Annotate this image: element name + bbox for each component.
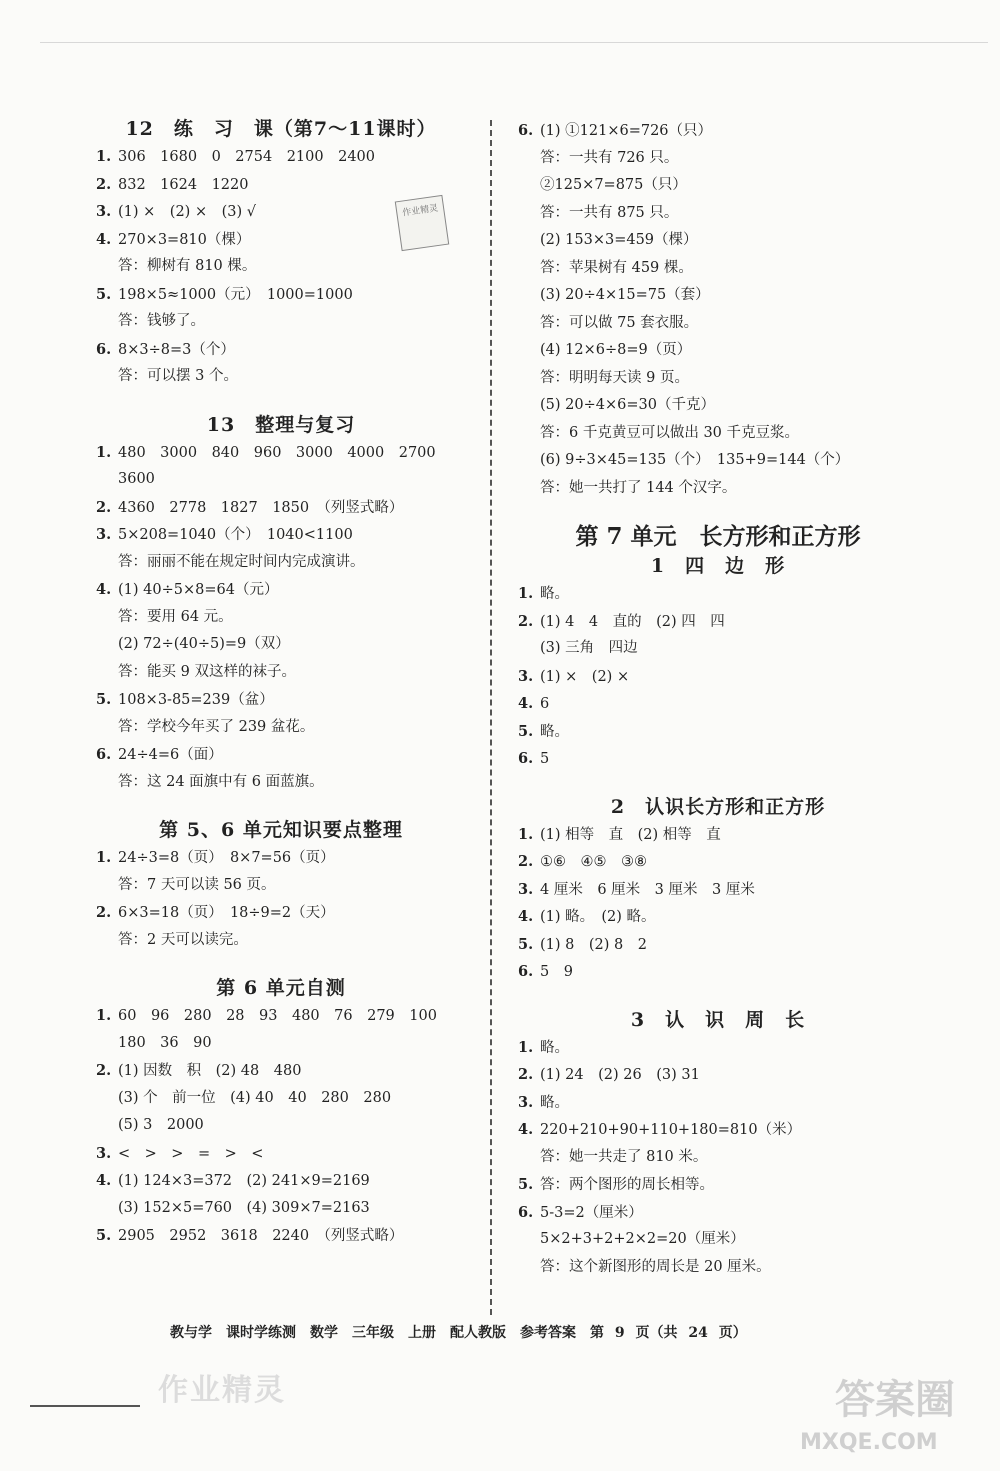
bottom-rule xyxy=(30,1405,140,1407)
answer-text: 24÷4=6（面） xyxy=(118,747,223,763)
answer-text: (1) 8 (2) 8 2 xyxy=(540,936,647,953)
question-number: 5. xyxy=(96,1227,112,1244)
answer-line xyxy=(96,844,466,872)
answer-line: 答：要用 64 元。 xyxy=(118,608,233,625)
question-number: 2. xyxy=(96,1062,112,1079)
answer-line xyxy=(518,580,918,608)
watermark-url: MXQE.COM xyxy=(800,1430,938,1455)
section-title: 2 认识长方形和正方形 xyxy=(610,795,826,818)
question-number: 6. xyxy=(96,340,112,358)
spacer xyxy=(96,954,466,974)
question-number: 1. xyxy=(96,443,112,461)
question-number: 1. xyxy=(518,1038,534,1056)
answer-line: (4) 12×6÷8=9（页） xyxy=(540,342,692,358)
answer-line: (6) 9÷3×45=135（个） 135+9=144（个） xyxy=(540,452,850,468)
answer-line xyxy=(96,1167,466,1195)
answer-line: (2) 153×3=459（棵） xyxy=(540,232,698,248)
answer-text: 4 厘米 6 厘米 3 厘米 3 厘米 xyxy=(540,881,755,898)
answer-line xyxy=(518,958,918,986)
answer-line xyxy=(518,1199,918,1227)
answer-line: 答：能买 9 双这样的袜子。 xyxy=(118,663,296,680)
answer-line xyxy=(96,494,466,522)
question-number: 3. xyxy=(518,880,534,898)
spacer xyxy=(518,986,918,1006)
answer-text: 6×3=18（页） 18÷9=2（天） xyxy=(118,905,335,921)
answer-text: 答：两个图形的周长相等。 xyxy=(540,1177,714,1193)
answer-text: 108×3-85=239（盆） xyxy=(118,692,274,708)
question-number: 1. xyxy=(96,849,112,866)
answer-text: (1) 124×3=372 (2) 241×9=2169 xyxy=(118,1173,370,1189)
answer-line xyxy=(518,745,918,773)
answer-text: 198×5≈1000（元） 1000=1000 xyxy=(118,286,353,303)
answer-text: (1) × (2) × (3) √ xyxy=(118,204,256,220)
answer-line xyxy=(96,171,466,199)
unit-title: 第 7 单元 长方形和正方形 xyxy=(575,523,861,550)
answer-line: 答：6 千克黄豆可以做出 30 千克豆浆。 xyxy=(540,424,800,441)
spacer xyxy=(518,773,918,793)
answer-line: 答：苹果树有 459 棵。 xyxy=(540,259,693,276)
section-title: 第 6 单元自测 xyxy=(216,977,346,999)
answer-line xyxy=(518,1116,918,1144)
section-title: 12 练 习 课（第7～11课时） xyxy=(125,118,437,140)
answer-text: (1) 4 4 直的 (2) 四 四 xyxy=(540,613,725,630)
question-number: 3. xyxy=(96,526,112,543)
answer-line xyxy=(518,117,918,145)
answer-line xyxy=(518,1061,918,1089)
question-number: 6. xyxy=(518,750,534,767)
question-number: 2. xyxy=(518,1066,534,1083)
answer-line xyxy=(518,690,918,718)
answer-line: 答：学校今年买了 239 盆花。 xyxy=(118,718,315,735)
question-number: 6. xyxy=(518,963,534,980)
answer-line: (5) 3 2000 xyxy=(118,1117,204,1133)
answer-line xyxy=(518,848,918,876)
answer-line xyxy=(96,281,466,309)
answer-text: 略。 xyxy=(540,586,569,602)
section-title: 第 5、6 单元知识要点整理 xyxy=(159,819,403,841)
top-rule xyxy=(40,42,988,43)
answer-line xyxy=(96,1222,466,1250)
question-number: 3. xyxy=(96,203,112,220)
question-number: 4. xyxy=(96,1172,112,1189)
answer-line xyxy=(96,899,466,927)
question-number: 6. xyxy=(518,122,534,139)
answer-text: 8×3÷8=3（个） xyxy=(118,341,235,358)
answer-text: 306 1680 0 2754 2100 2400 xyxy=(118,149,376,165)
question-number: 5. xyxy=(96,691,112,708)
spacer xyxy=(96,391,466,411)
answer-line: 答：一共有 726 只。 xyxy=(540,149,679,166)
answer-text: 832 1624 1220 xyxy=(118,176,249,193)
answer-line xyxy=(96,336,466,364)
answer-line: 答：钱够了。 xyxy=(118,313,205,329)
answer-text: 略。 xyxy=(540,1094,569,1111)
answer-line: (2) 72÷(40÷5)=9（双） xyxy=(118,636,290,652)
answer-text: (1) 24 (2) 26 (3) 31 xyxy=(540,1067,700,1083)
answer-text: (1) 略。 (2) 略。 xyxy=(540,909,656,925)
answer-line xyxy=(96,143,466,171)
question-number: 4. xyxy=(518,1121,534,1138)
answer-line xyxy=(96,576,466,604)
question-number: 5. xyxy=(96,285,112,303)
section-title: 1 四 边 形 xyxy=(650,555,786,577)
answer-text: 4360 2778 1827 1850 （列竖式略） xyxy=(118,499,404,516)
answer-line: 答：柳树有 810 棵。 xyxy=(118,258,257,274)
watermark-text: 作业精灵 xyxy=(158,1373,286,1408)
answer-line: (3) 个 前一位 (4) 40 40 280 280 xyxy=(118,1089,392,1106)
question-number: 3. xyxy=(96,1144,112,1162)
answer-line xyxy=(518,1034,918,1062)
answer-line xyxy=(96,521,466,549)
answer-line: 答：7 天可以读 56 页。 xyxy=(118,876,276,893)
answer-line xyxy=(518,1089,918,1117)
question-number: 2. xyxy=(518,853,534,870)
answer-line: 答：这 24 面旗中有 6 面蓝旗。 xyxy=(118,773,324,790)
answer-line: 答：2 天可以读完。 xyxy=(118,931,248,948)
answer-line: 答：可以做 75 套衣服。 xyxy=(540,314,699,331)
answer-text: 60 96 280 28 93 480 76 279 100 xyxy=(118,1008,437,1024)
question-number: 1. xyxy=(96,148,112,165)
section-title: 13 整理与复习 xyxy=(206,413,356,436)
answer-line xyxy=(518,821,918,849)
answer-line xyxy=(96,1057,466,1085)
question-number: 2. xyxy=(96,498,112,516)
question-number: 2. xyxy=(518,612,534,630)
answer-line xyxy=(518,876,918,904)
question-number: 5. xyxy=(518,722,534,740)
answer-line: ②125×7=875（只） xyxy=(540,177,687,193)
answer-text: 270×3=810（棵） xyxy=(118,231,251,248)
question-number: 3. xyxy=(518,667,534,685)
answer-text: 5×208=1040（个） 1040<1100 xyxy=(118,527,353,543)
question-number: 5. xyxy=(518,935,534,953)
question-number: 4. xyxy=(96,581,112,598)
answer-text: (1) 因数 积 (2) 48 480 xyxy=(118,1063,302,1079)
question-number: 3. xyxy=(518,1093,534,1111)
question-number: 2. xyxy=(96,904,112,921)
answer-line: (3) 152×5=760 (4) 309×7=2163 xyxy=(118,1199,370,1216)
question-number: 4. xyxy=(518,908,534,925)
answer-text: 5 xyxy=(540,751,550,767)
answer-line xyxy=(96,1002,466,1030)
answer-text: (1) × (2) × xyxy=(540,668,630,685)
question-number: 5. xyxy=(518,1176,534,1193)
answer-text: (1) ①121×6=726（只） xyxy=(540,123,713,139)
stamp-text: 作业精灵 xyxy=(401,203,439,219)
answer-line: 3600 xyxy=(118,471,155,487)
answer-line: 答：她一共走了 810 米。 xyxy=(540,1148,708,1165)
answer-text: 2905 2952 3618 2240 （列竖式略） xyxy=(118,1228,404,1244)
answer-line xyxy=(518,1171,918,1199)
answer-line xyxy=(518,903,918,931)
question-number: 6. xyxy=(518,1203,534,1221)
question-number: 1. xyxy=(518,585,534,602)
answer-text: 24÷3=8（页） 8×7=56（页） xyxy=(118,850,335,866)
answer-text: 480 3000 840 960 3000 4000 2700 xyxy=(118,444,436,461)
answer-text: 220+210+90+110+180=810（米） xyxy=(540,1122,802,1138)
right-column xyxy=(518,117,918,1281)
answer-text: 6 xyxy=(540,696,550,712)
question-number: 2. xyxy=(96,175,112,193)
answer-line xyxy=(96,686,466,714)
answer-line: 5×2+3+2+2×2=20（厘米） xyxy=(540,1231,745,1247)
watermark-logo: 答案圈 xyxy=(835,1376,955,1423)
answer-line xyxy=(518,931,918,959)
question-number: 6. xyxy=(96,746,112,763)
answer-text: 5-3=2（厘米） xyxy=(540,1204,643,1221)
answer-line: (5) 20÷4×6=30（千克） xyxy=(540,397,715,413)
section-title: 3 认 识 周 长 xyxy=(630,1008,806,1031)
question-number: 1. xyxy=(96,1007,112,1024)
question-number: 4. xyxy=(96,230,112,248)
answer-line: (3) 三角 四边 xyxy=(540,640,638,656)
answer-line xyxy=(96,741,466,769)
answer-line: 答：明明每天读 9 页。 xyxy=(540,369,689,386)
spacer xyxy=(518,502,918,522)
answer-text: ①⑥ ④⑤ ③⑧ xyxy=(540,854,647,870)
page-footer: 教与学 课时学练测 数学 三年级 上册 配人教版 参考答案 第 9 页（共 24 页） xyxy=(170,1325,747,1341)
answer-line: 答：一共有 875 只。 xyxy=(540,204,679,221)
answer-line xyxy=(96,439,466,467)
question-number: 1. xyxy=(518,825,534,843)
answer-text: 略。 xyxy=(540,1039,569,1056)
answer-text: < > > = > < xyxy=(118,1145,264,1162)
answer-line: 答：这个新图形的周长是 20 厘米。 xyxy=(540,1258,771,1275)
answer-text: (1) 40÷5×8=64（元） xyxy=(118,582,279,598)
answer-line: 答：她一共打了 144 个汉字。 xyxy=(540,479,737,496)
answer-text: 略。 xyxy=(540,723,569,740)
answer-line: 180 36 90 xyxy=(118,1034,212,1051)
stamp-logo xyxy=(395,195,449,251)
spacer xyxy=(96,796,466,816)
answer-line xyxy=(518,663,918,691)
question-number: 4. xyxy=(518,695,534,712)
answer-text: 5 9 xyxy=(540,964,573,980)
column-divider xyxy=(490,120,492,1315)
left-column xyxy=(96,115,466,1250)
answer-text: (1) 相等 直 (2) 相等 直 xyxy=(540,826,721,843)
answer-line: 答：丽丽不能在规定时间内完成演讲。 xyxy=(118,553,365,570)
answer-line xyxy=(96,1140,466,1168)
answer-line: (3) 20÷4×15=75（套） xyxy=(540,287,710,303)
answer-line xyxy=(518,608,918,636)
answer-line: 答：可以摆 3 个。 xyxy=(118,368,238,384)
answer-line xyxy=(518,718,918,746)
